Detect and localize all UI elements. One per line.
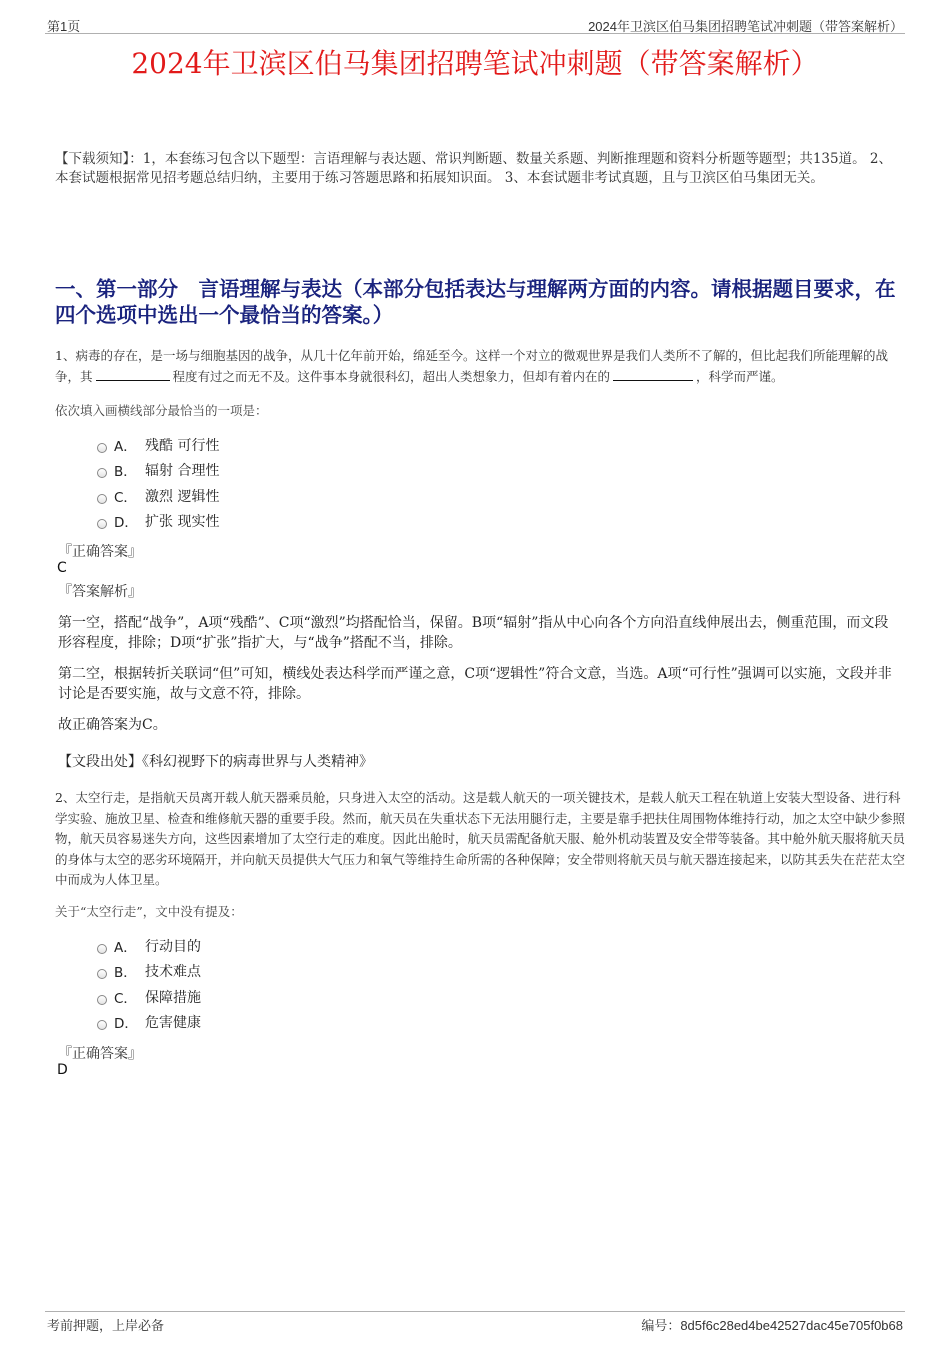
footer-serial-number: 编号：8d5f6c28ed4be42527dac45e705f0b68 [641, 1318, 903, 1333]
page-footer [45, 1311, 905, 1333]
radio-button[interactable] [97, 1020, 107, 1030]
question-1-prompt: 依次填入画横线部分最恰当的一项是： [55, 403, 268, 418]
page-header [45, 14, 905, 34]
header-doc-title: 2024年卫滨区伯马集团招聘笔试冲刺题（带答案解析） [588, 19, 903, 34]
question-1-answer: C [57, 560, 67, 576]
section-heading: 一、第一部分 言语理解与表达（本部分包括表达与理解两方面的内容。请根据题目要求，在四个选项中选出一个最恰当的答案。） [55, 277, 896, 327]
question-1-option-d[interactable]: D． 扩张 现实性 [97, 509, 497, 535]
analysis-conclusion: 故正确答案为C。 [58, 717, 167, 733]
question-1-text-part2: 程度有过之而无不及。这件事本身就很科幻，超出人类想象力，但却有着内在的 [172, 369, 611, 384]
download-notice: 【下载须知】：1，本套练习包含以下题型：言语理解与表达题、常识判断题、数量关系题、判断推理题和资料分析题等题型；共135道。 2、本套试题根据常见招考题总结归纳，主要用于练习答题思路和拓展知识面。 3、本套试题非考试真题，且与卫滨区伯马集团无关。 [55, 151, 892, 186]
question-1-option-c[interactable]: C． 激烈 逻辑性 [97, 483, 497, 509]
radio-button[interactable] [97, 519, 107, 529]
analysis-paragraph: 第二空，根据转折关联词“但”可知，横线处表达科学而严谨之意，C项“逻辑性”符合文意，当选。A项“可行性”强调可以实施，文段并非讨论是否要实施，故与文意不符，排除。 [58, 666, 892, 702]
question-2-option-c[interactable]: C． 保障措施 [97, 984, 497, 1010]
question-1-option-a[interactable]: A． 残酷 可行性 [97, 432, 497, 458]
question-1-text-part1: 1、病毒的存在，是一场与细胞基因的战争，从几十亿年前开始，绵延至今。这样一个对立的微观世界是我们人类所不了解的，但比起我们所能理解的战争，其 [55, 348, 888, 384]
radio-button[interactable] [97, 995, 107, 1005]
question-1-text [55, 345, 905, 387]
question-1-options [97, 432, 497, 534]
question-2-option-d[interactable]: D． 危害健康 [97, 1010, 497, 1036]
question-1-text-part3: ，科学而严谨。 [696, 369, 784, 384]
question-1-source: 【文段出处】《科幻视野下的病毒世界与人类精神》 [58, 754, 373, 770]
radio-button[interactable] [97, 494, 107, 504]
page-number: 第1页 [47, 19, 81, 34]
question-1-answer-label: 『正确答案』 [58, 544, 142, 560]
question-2-option-b[interactable]: B． 技术难点 [97, 959, 497, 985]
question-1-analysis-label: 『答案解析』 [58, 584, 142, 600]
fill-blank-1 [96, 369, 170, 381]
footer-slogan: 考前押题，上岸必备 [47, 1318, 165, 1333]
document-title: 2024年卫滨区伯马集团招聘笔试冲刺题（带答案解析） [131, 47, 819, 80]
question-2-answer-label: 『正确答案』 [58, 1046, 142, 1062]
question-1-analysis [58, 614, 898, 748]
radio-button[interactable] [97, 468, 107, 478]
question-2-option-a[interactable]: A． 行动目的 [97, 933, 497, 959]
question-2-options [97, 933, 497, 1035]
radio-button[interactable] [97, 944, 107, 954]
radio-button[interactable] [97, 969, 107, 979]
question-2-prompt: 关于“太空行走”，文中没有提及： [55, 904, 243, 919]
analysis-paragraph: 第一空，搭配“战争”，A项“残酷”、C项“激烈”均搭配恰当，保留。B项“辐射”指从中心向各个方向沿直线伸展出去，侧重范围，而文段形容程度，排除；D项“扩张”指扩大，与“战争”搭配不当，排除。 [58, 615, 889, 651]
question-2-answer: D [57, 1062, 68, 1078]
radio-button[interactable] [97, 443, 107, 453]
question-2-text: 2、太空行走，是指航天员离开载人航天器乘员舱，只身进入太空的活动。这是载人航天的一项关键技术，是载人航天工程在轨道上安装大型设备、进行科学实验、施放卫星、检查和维修航天器的重要手段。然而，航天员在失重状态下无法用腿行走，主要是靠手把扶住周围物体维持行动，加之太空中缺少参照物，航天员容易迷失方向，这些因素增加了太空行走的难度。因此出舱时，航天员需配备航天服、舱外机动装置及安全带等装备。其中舱外航天服将航天员的身体与太空的恶劣环境隔开，并向航天员提供大气压力和氧气等维持生命所需的各种保障；安全带则将航天员与航天器连接起来，以防其丢失在茫茫太空中而成为人体卫星。 [55, 790, 906, 887]
question-1-option-b[interactable]: B． 辐射 合理性 [97, 458, 497, 484]
fill-blank-2 [613, 369, 693, 381]
